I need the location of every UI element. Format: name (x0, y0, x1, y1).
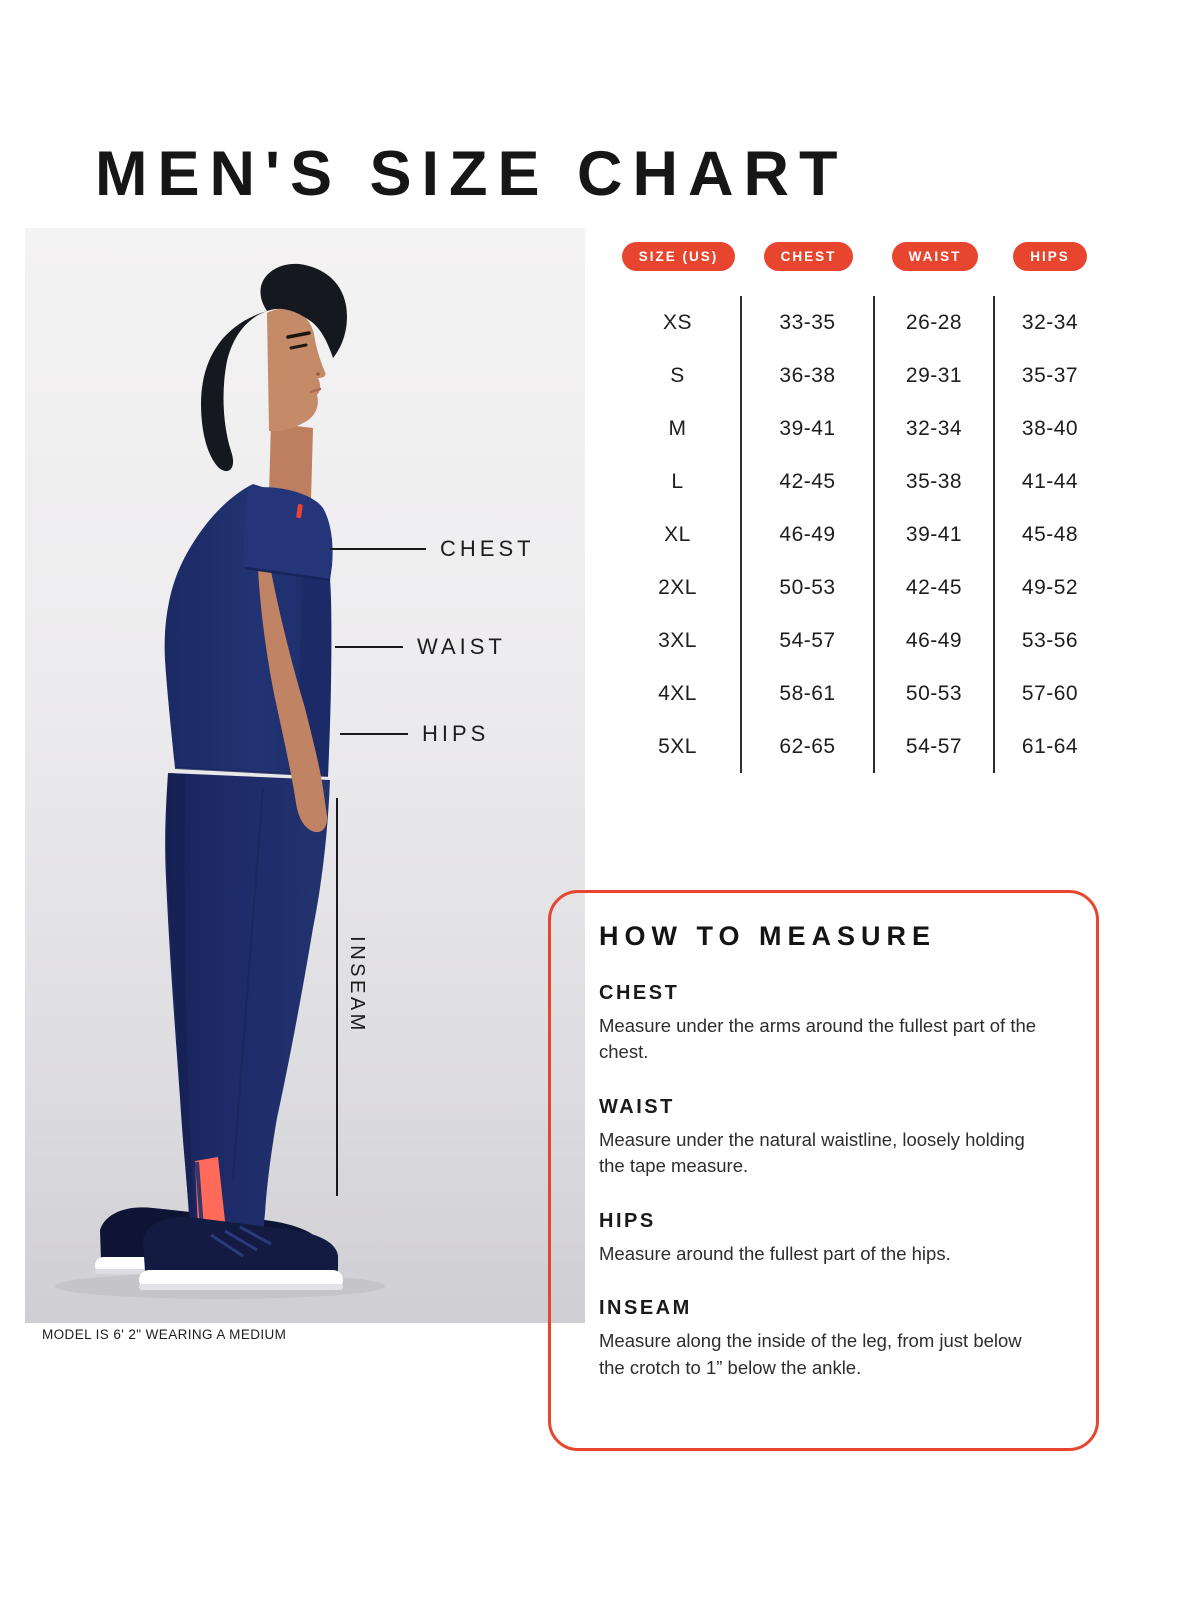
table-cell-chest: 46-49 (742, 508, 875, 561)
table-cell-hips: 32-34 (1021, 310, 1079, 334)
column-pill-chest: CHEST (764, 242, 854, 271)
table-cell-chest: 42-45 (742, 455, 875, 508)
table-cell-size: S (615, 349, 742, 402)
measure-section-heading: INSEAM (599, 1297, 692, 1320)
table-cell-size: 5XL (615, 720, 742, 773)
chest-callout (330, 536, 535, 562)
waist-callout (335, 634, 506, 660)
table-cell-chest: 54-57 (742, 614, 875, 667)
hips-pointer-label: HIPS (422, 721, 490, 746)
inseam-pointer-label: INSEAM (346, 936, 369, 1034)
sleeve (244, 487, 333, 580)
how-to-measure-box (548, 890, 1099, 1451)
measure-section-heading: HIPS (599, 1209, 656, 1232)
table-cell-hips: 49-52 (1021, 575, 1079, 599)
measure-section-text: Measure under the arms around the fullest part of the chest. (599, 1015, 1037, 1063)
size-table (615, 296, 1105, 773)
measure-section-heading: WAIST (599, 1095, 675, 1118)
column-pill-waist: WAIST (892, 242, 979, 271)
table-cell-waist: 32-34 (875, 402, 995, 455)
table-cell-size: L (615, 455, 742, 508)
table-cell-size: XS (615, 296, 742, 349)
table-cell-size: 4XL (615, 667, 742, 720)
measure-section-hips (599, 1210, 1056, 1267)
measure-section-waist (599, 1096, 1056, 1180)
table-cell-hips: 53-56 (1021, 628, 1079, 652)
table-cell-hips: 35-37 (1021, 363, 1079, 387)
measure-section-text: Measure around the fullest part of the hips. (599, 1242, 951, 1264)
size-table-header (615, 242, 1105, 271)
table-cell-chest: 58-61 (742, 667, 875, 720)
model-illustration (25, 228, 585, 1323)
table-cell-hips: 57-60 (1021, 681, 1079, 705)
table-cell-chest: 39-41 (742, 402, 875, 455)
table-cell-chest: 33-35 (742, 296, 875, 349)
table-cell-waist: 46-49 (875, 614, 995, 667)
model-photo (25, 228, 585, 1323)
measure-section-chest (599, 982, 1056, 1066)
waist-pointer-label: WAIST (417, 634, 506, 659)
column-pill-size: SIZE (US) (622, 242, 736, 271)
measure-section-text: Measure under the natural waistline, loosely holding the tape measure. (599, 1128, 1025, 1177)
table-cell-hips: 45-48 (1021, 522, 1079, 546)
column-pill-hips: HIPS (1013, 242, 1087, 271)
hips-callout (340, 721, 489, 747)
measure-section-inseam (599, 1297, 1056, 1381)
measure-section-heading: CHEST (599, 982, 680, 1004)
page-title: MEN'S SIZE CHART (95, 139, 848, 210)
table-cell-hips: 41-44 (1021, 469, 1079, 493)
chest-pointer-line (330, 548, 426, 550)
table-cell-waist: 29-31 (875, 349, 995, 402)
table-cell-waist: 35-38 (875, 455, 995, 508)
table-cell-hips: 38-40 (1021, 416, 1079, 440)
inseam-pointer-line (336, 798, 338, 1196)
measure-section-text: Measure along the inside of the leg, from just below the crotch to 1” below the ankle. (599, 1330, 1022, 1378)
table-cell-hips: 61-64 (1021, 734, 1079, 758)
face (267, 309, 326, 432)
table-cell-chest: 50-53 (742, 561, 875, 614)
waist-pointer-line (335, 646, 403, 648)
table-cell-waist: 39-41 (875, 508, 995, 561)
model-caption: MODEL IS 6' 2" WEARING A MEDIUM (42, 1327, 287, 1342)
hips-pointer-line (340, 733, 408, 735)
table-cell-size: M (615, 402, 742, 455)
table-cell-size: 3XL (615, 614, 742, 667)
scrub-pants (165, 773, 330, 1234)
table-cell-chest: 62-65 (742, 720, 875, 773)
table-cell-chest: 36-38 (742, 349, 875, 402)
table-cell-size: 2XL (615, 561, 742, 614)
table-cell-waist: 54-57 (875, 720, 995, 773)
table-cell-size: XL (615, 508, 742, 561)
table-cell-waist: 26-28 (875, 296, 995, 349)
chest-pointer-label: CHEST (440, 536, 535, 561)
table-cell-waist: 42-45 (875, 561, 995, 614)
near-shoe (139, 1217, 343, 1290)
table-cell-waist: 50-53 (875, 667, 995, 720)
how-to-measure-title: HOW TO MEASURE (599, 921, 937, 951)
